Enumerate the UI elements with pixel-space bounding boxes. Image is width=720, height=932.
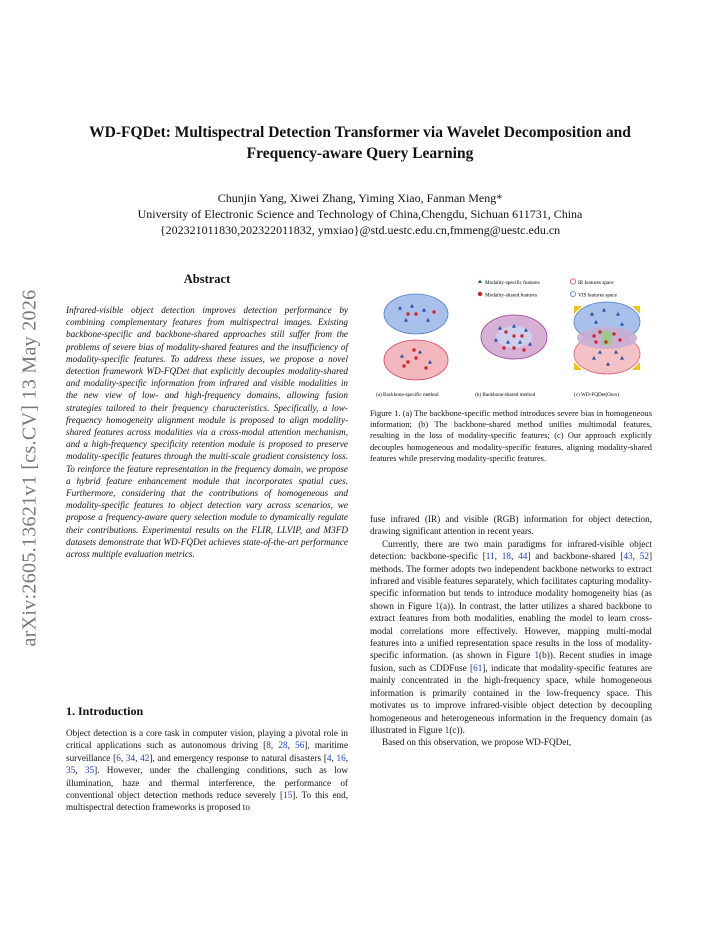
citation-link[interactable]: 1 — [435, 600, 440, 611]
citation-link[interactable]: 1 — [444, 724, 450, 735]
feature-dot — [432, 310, 435, 313]
feature-dot — [406, 312, 409, 315]
feature-dot — [424, 366, 427, 369]
intro-paragraph-1-cont: fuse infrared (IR) and visible (RGB) information for object detection, drawing significant attention in recent years. — [370, 514, 652, 537]
panel-a-label: (a) Backbone-specific method — [376, 392, 439, 398]
intro-paragraph-2: Currently, there are two main paradigms for infrared-visible object detection: backbone-specific [11, 18, 44] and backbone-shared [43, 52] methods. The former adopts two independent backbone networks to extract infrared and visible features separately, which facilitates capturing modality-specific information but tends to introduce modality homogeneity bias (as shown in Figure 1(a)). In contrast, the latter utilizes a shared backbone to extract features from both modalities, enabling the model to learn cross-modal correlations more effectively. However, mapping multi-modal features into a unified representation space results in the loss of modality-specific information. (as shown in Figure 1(b)). Recent studies in image fusion, such as CDDFuse [61], indicate that modality-specific features are mainly concentrated in the high-frequency space, while homogeneous information is primarily contained in the low-frequency space. This motivates us to improve infrared-visible object detection by decoupling homogeneous and heterogeneous information in the frequency domain (as illustrated in Figure 1(c)). — [370, 538, 653, 735]
citation-link[interactable]: 44 — [518, 551, 528, 562]
feature-dot — [502, 346, 505, 349]
emails: {202321011830,202322011832, ymxiao}@std.uestc.edu.cn,fmmeng@uestc.edu.cn — [159, 223, 561, 237]
citation-link[interactable]: 52 — [639, 551, 649, 562]
citation-link[interactable]: 56 — [295, 740, 305, 751]
feature-dot — [512, 346, 515, 349]
legend-specific-label: Modality-specific features — [485, 280, 540, 286]
feature-dot — [612, 332, 615, 335]
paper-title: WD-FQDet: Multispectral Detection Transformer via Wavelet Decomposition and Frequency-aware Query Learning — [89, 124, 631, 162]
abstract-heading: Abstract — [183, 272, 231, 286]
citation-link[interactable]: 35 — [84, 765, 95, 776]
arxiv-id: arXiv:2605.13621v1 [cs.CV] 13 May 2026 — [18, 289, 41, 647]
figure-1 — [368, 270, 654, 410]
feature-dot — [592, 334, 595, 337]
citation-link[interactable]: 35 — [66, 765, 76, 776]
arxiv-stamp — [8, 248, 52, 688]
intro-right-column — [370, 513, 652, 749]
legend-shared-label: Modality-shared features — [485, 292, 537, 299]
citation-link[interactable]: 15 — [283, 790, 293, 801]
citation-link[interactable]: 16 — [336, 752, 346, 763]
author-block — [60, 190, 660, 238]
feature-dot — [504, 330, 507, 333]
citation-link[interactable]: 34 — [125, 752, 136, 763]
citation-link[interactable]: 8 — [266, 740, 271, 751]
intro-heading: 1. Introduction — [66, 704, 144, 718]
citation-link[interactable]: 28 — [278, 740, 288, 751]
citation-link[interactable]: 1 — [534, 650, 540, 661]
citation-link[interactable]: 4 — [326, 752, 332, 763]
legend-ir-label: IR features space — [578, 280, 614, 286]
citation-link[interactable]: 42 — [140, 752, 150, 763]
feature-dot — [412, 348, 415, 351]
intro-paragraph-1: Object detection is a core task in computer vision, playing a pivotal role in critical applications such as autonomous driving [8, 28, 56], maritime surveillance [6, 34, 42], and emergency response to natural disasters [4, 16, 35, 35]. However, under the challenging conditions, such as low illumination, haze and thermal interference, the performance of conventional object detection methods reduce severely [15]. To this end, multispectral detection frameworks is proposed to — [66, 728, 349, 813]
feature-dot — [402, 364, 405, 367]
citation-link[interactable]: 11 — [485, 551, 495, 562]
affiliation: University of Electronic Science and Technology of China,Chengdu, Sichuan 611731, China — [137, 207, 583, 221]
feature-dot — [512, 334, 515, 337]
feature-dot — [598, 330, 601, 333]
feature-dot — [414, 356, 417, 359]
panel-c-label: (c) WD-FQDet(Ours) — [574, 392, 619, 398]
figure-1-diagram — [368, 270, 654, 410]
panel-a-ir-ellipse — [384, 340, 448, 380]
legend-ir-circle-icon — [570, 279, 575, 284]
citation-link[interactable]: 18 — [501, 551, 511, 562]
feature-dot — [522, 348, 525, 351]
citation-link[interactable]: 61 — [473, 662, 483, 673]
figure-1-caption: Figure 1. (a) The backbone-specific method introduces severe bias in homogeneous information; (b) The backbone-shared method unifies multimodal features, resulting in the loss of modality-specific features; (c) Our approach explicitly decouples homogeneous and modality-specific features, aligning modality-shared features while preserving modality-specific features. — [370, 409, 652, 463]
feature-dot — [618, 338, 621, 341]
citation-link[interactable]: 43 — [623, 551, 633, 562]
authors: Chunjin Yang, Xiwei Zhang, Yiming Xiao, Fanman Meng* — [217, 191, 503, 205]
feature-dot — [406, 360, 409, 363]
citation-link[interactable]: 6 — [116, 752, 121, 763]
panel-b-label: (b) Backbone-shared method — [475, 392, 536, 398]
feature-dot — [520, 334, 523, 337]
intro-paragraph-3: Based on this observation, we propose WD-FQDet, — [382, 737, 572, 748]
feature-dot — [414, 312, 417, 315]
legend-vis-label: VIS features space — [578, 292, 617, 299]
feature-dot — [604, 340, 607, 343]
abstract-text: Infrared-visible object detection improves detection performance by combining complementary features from multispectral images. Existing backbone-specific and backbone-shared approaches still suffer from the problems of severe bias of modality-shared features and the insufficiency of modality-specific features. To address these issues, we propose a novel detection framework WD-FQDet that explicitly decouples modality-shared and modality-specific information from infrared and visible modalities in the new view of low- and high-frequency domains, allowing fusion strategies tailored to their frequency characteristics. Specifically, a low-frequency homogeneity alignment module is proposed to align modality-shared features across modalities via a cross-modal attention mechanism, and a high-frequency specificity retention module is proposed to preserve modality-specific features through the multi-scale gradient consistency loss. To reinforce the feature representation in the frequency domain, we propose a hybrid feature enhancement module that incorporates spatial cues. Furthermore, considering that the contributions of homogeneous and modality-specific features to object detection vary across scenarios, we propose a frequency-aware query selection module to dynamically regulate their contributions. Experimental results on the FLIR, LLVIP, and M3FD datasets demonstrate that WD-FQDet achieves state-of-the-art performance across multiple evaluation metrics. — [66, 305, 348, 560]
legend-triangle-icon — [478, 280, 482, 284]
legend-dot-icon — [478, 292, 482, 296]
feature-dot — [594, 340, 597, 343]
legend-vis-circle-icon — [570, 291, 575, 296]
